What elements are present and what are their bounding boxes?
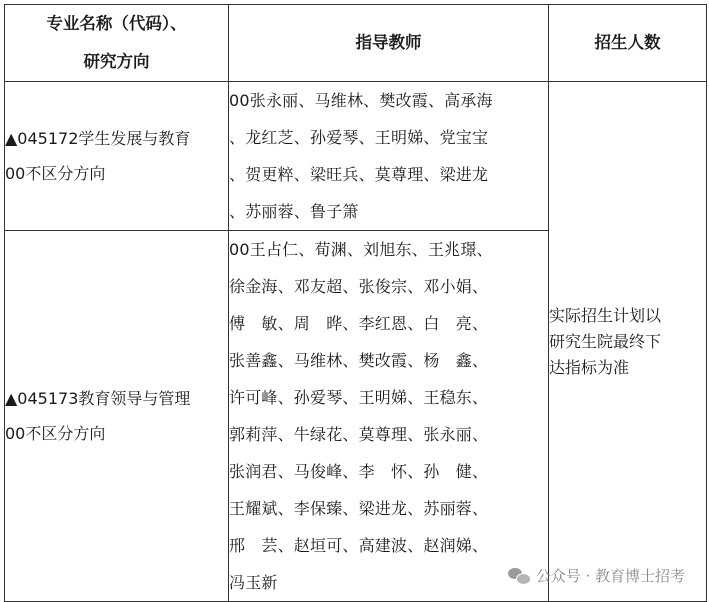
watermark-text: 公众号 · 教育博士招考	[535, 567, 685, 585]
major-cell	[5, 231, 229, 602]
advisor-line: 、贺更粹、梁旺兵、莫尊理、梁进龙	[229, 165, 489, 184]
advisor-line: 郭莉萍、牛绿花、莫尊理、张永丽、	[229, 425, 489, 444]
advisor-line: 王耀斌、李保臻、梁进龙、苏丽蓉、	[229, 499, 489, 518]
major-direction: 00不区分方向	[5, 424, 106, 443]
header-advisors: 指导教师	[229, 5, 549, 82]
advisor-line: 00张永丽、马维林、樊改霞、高承海	[229, 91, 493, 110]
major-cell	[5, 82, 229, 231]
table-row	[5, 82, 707, 231]
advisor-line: 张润君、马俊峰、李 怀、孙 健、	[229, 462, 489, 481]
quota-line: 研究生院最终下	[549, 331, 662, 351]
admissions-table	[4, 4, 707, 602]
quota-line: 实际招生计划以	[549, 305, 662, 325]
header-quota: 招生人数	[549, 5, 707, 82]
advisors-cell	[229, 82, 549, 231]
wechat-icon	[508, 568, 530, 584]
quota-cell	[549, 82, 707, 602]
advisor-line: 冯玉新	[229, 573, 278, 592]
advisors-cell	[229, 231, 549, 602]
watermark	[508, 565, 685, 586]
advisor-line: 傅 敏、周 晔、李红恩、白 亮、	[229, 314, 489, 333]
header-major	[5, 5, 229, 82]
major-direction: 00不区分方向	[5, 164, 106, 183]
advisor-line: 、龙红芝、孙爱琴、王明娣、党宝宝	[229, 128, 489, 147]
header-major-line1: 专业名称（代码）、	[46, 14, 187, 33]
advisor-line: 徐金海、邓友超、张俊宗、邓小娟、	[229, 277, 489, 296]
table-header-row	[5, 5, 707, 82]
advisor-line: 邢 芸、赵垣可、高建波、赵润娣、	[229, 536, 489, 555]
major-name: ▲045172学生发展与教育	[5, 129, 191, 148]
advisor-line: 许可峰、孙爱琴、王明娣、王稳东、	[229, 388, 489, 407]
quota-line: 达指标为准	[549, 357, 630, 377]
advisor-line: 张善鑫、马维林、樊改霞、杨 鑫、	[229, 351, 489, 370]
advisor-line: 00王占仁、荀渊、刘旭东、王兆璟、	[229, 240, 493, 259]
header-major-line2: 研究方向	[83, 52, 150, 71]
advisor-line: 、苏丽蓉、鲁子箫	[229, 202, 359, 221]
major-name: ▲045173教育领导与管理	[5, 389, 191, 408]
